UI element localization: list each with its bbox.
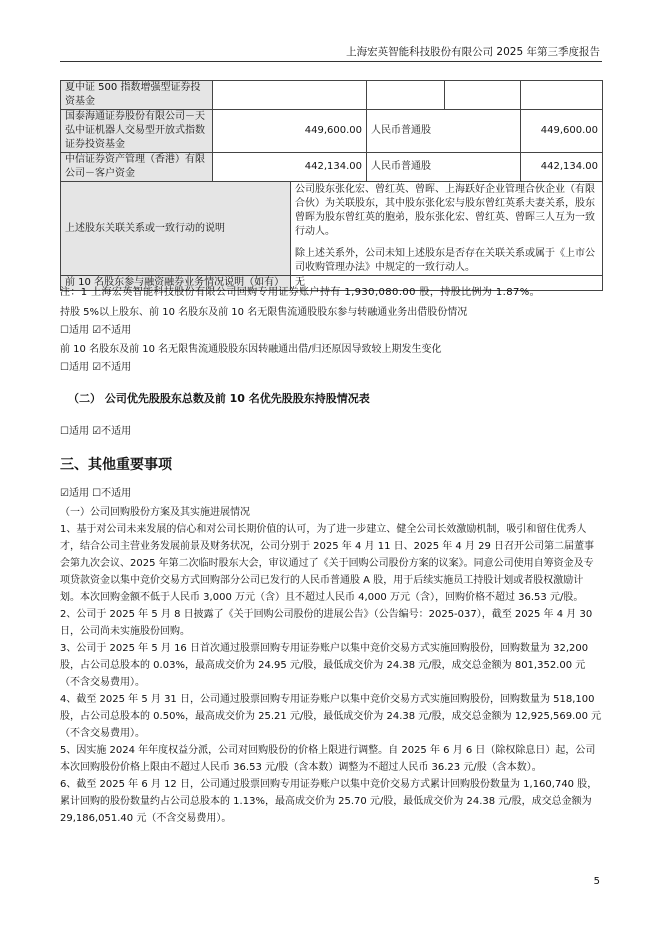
page-number: 5: [593, 876, 600, 887]
shareholders-table: [60, 80, 603, 291]
section-3-body: [60, 485, 602, 827]
section-3-title: 三、其他重要事项: [60, 457, 172, 473]
share-qty: 449,600.00: [521, 110, 603, 153]
section-3-subtitle: （一）公司回购股份方案及其实施进展情况: [60, 507, 250, 518]
table-note: 注：1 上海宏英智能科技股份有限公司回购专用证券账户持有 1,930,080.00 股，持股比例为 1.87%。: [60, 287, 541, 298]
relation-desc: [291, 182, 603, 276]
holder-name: 中信证券资产管理（香港）有限公司－客户资金: [61, 153, 213, 182]
share-type-spacer: [445, 81, 521, 110]
relation-label: 上述股东关联关系或一致行动的说明: [61, 182, 291, 276]
header-rule: [60, 61, 602, 62]
holder-name: 夏中证 500 指数增强型证券投资基金: [61, 81, 213, 110]
share-type: 人民币普通股: [367, 110, 521, 153]
share-qty: 442,134.00: [521, 153, 603, 182]
table-row: [61, 182, 603, 276]
lending-line: 持股 5%以上股东、前 10 名股东及前 10 名无限售流通股股东参与转融通业务出借股份情况: [60, 307, 468, 318]
holder-shares: [213, 81, 367, 110]
relation-text-2: 除上述关系外，公司未知上述股东是否存在关联关系或属于《上市公司收购管理办法》中规定的一致行动人。: [295, 247, 595, 273]
paragraph: 4、截至 2025 年 5 月 31 日，公司通过股票回购专用证券账户以集中竞价交易方式实施回购股份，回购数量为 518,100 股，占公司总股本的 0.50%，最高成交价为 25.21 元/股，最低成交价为 24.38 元/股，成交总金额为 12,925,569.00 元（不含交易费用）。: [60, 694, 602, 739]
table-row: [61, 153, 603, 182]
paragraph: 2、公司于 2025 年 5 月 8 日披露了《关于回购公司股份的进展公告》（公告编号：2025-037），截至 2025 年 4 月 30 日，公司尚未实施股份回购。: [60, 609, 593, 637]
margin-value: 无: [291, 276, 603, 291]
section-2-title: （二） 公司优先股股东总数及前 10 名优先股股东持股情况表: [68, 392, 370, 405]
section-2-applicability: ☐适用 ☑不适用: [60, 426, 132, 437]
change-line: 前 10 名股东及前 10 名无限售流通股股东因转融通出借/归还原因导致较上期发生变化: [60, 344, 442, 355]
paragraph: 3、公司于 2025 年 5 月 16 日首次通过股票回购专用证券账户以集中竞价交易方式实施回购股份，回购数量为 32,200 股，占公司总股本的 0.03%，最高成交价为 24.95 元/股，最低成交价为 24.38 元/股，成交总金额为 801,352.00 元（不含交易费用）。: [60, 643, 589, 688]
section-3-applicability: ☑适用 ☐不适用: [60, 488, 132, 499]
paragraph: 5、因实施 2024 年年度权益分派，公司对回购股份的价格上限进行调整。自 2025 年 6 月 6 日（除权除息日）起，公司本次回购股份价格上限由不超过人民币 36.53 元/股（含本数）调整为不超过人民币 36.23 元/股（含本数）。: [60, 745, 596, 773]
share-type: [367, 81, 445, 110]
share-qty: [521, 81, 603, 110]
relation-text-1: 公司股东张化宏、曾红英、曾晖、上海跃好企业管理合伙企业（有限合伙）为关联股东，其中股东张化宏与股东曾红英系夫妻关系，股东曾晖为股东曾红英的胞弟，股东张化宏、曾红英、曾晖三人互为一致行动人。: [295, 183, 595, 237]
margin-label: 前 10 名股东参与融资融券业务情况说明（如有）: [61, 276, 291, 291]
table-row: [61, 81, 603, 110]
holder-shares: 442,134.00: [213, 153, 367, 182]
share-type: 人民币普通股: [367, 153, 521, 182]
holder-name: 国泰海通证券股份有限公司－天弘中证机器人交易型开放式指数证券投资基金: [61, 110, 213, 153]
paragraph: 6、截至 2025 年 6 月 12 日，公司通过股票回购专用证券账户以集中竞价交易方式累计回购股份数量为 1,160,740 股，累计回购的股份数量约占公司总股本的 1.13%，最高成交价为 25.70 元/股，最低成交价为 24.38 元/股，成交总金额为 29,186,051.40 元（不含交易费用）。: [60, 779, 598, 824]
table-row: [61, 110, 603, 153]
page-header: 上海宏英智能科技股份有限公司 2025 年第三季度报告: [346, 46, 600, 58]
change-applicability: ☐适用 ☑不适用: [60, 362, 132, 373]
holder-shares: 449,600.00: [213, 110, 367, 153]
paragraph: 1、基于对公司未来发展的信心和对公司长期价值的认可，为了进一步建立、健全公司长效激励机制，吸引和留住优秀人才，结合公司主营业务发展前景及财务状况，公司分别于 2025 年 4 月 11 日、2025 年 4 月 29 日召开公司第二届董事会第九次会议、2025 年第二次临时股东大会，审议通过了《关于回购公司股份方案的议案》。同意公司使用自筹资金及专项贷款资金以集中竞价交易方式回购部分公司已发行的人民币普通股 A 股，用于后续实施员工持股计划或者股权激励计划。本次回购金额不低于人民币 3,000 万元（含）且不超过人民币 4,000 万元（含），回购价格不超过 36.53 元/股。: [60, 524, 595, 603]
lending-applicability: ☐适用 ☑不适用: [60, 325, 132, 336]
